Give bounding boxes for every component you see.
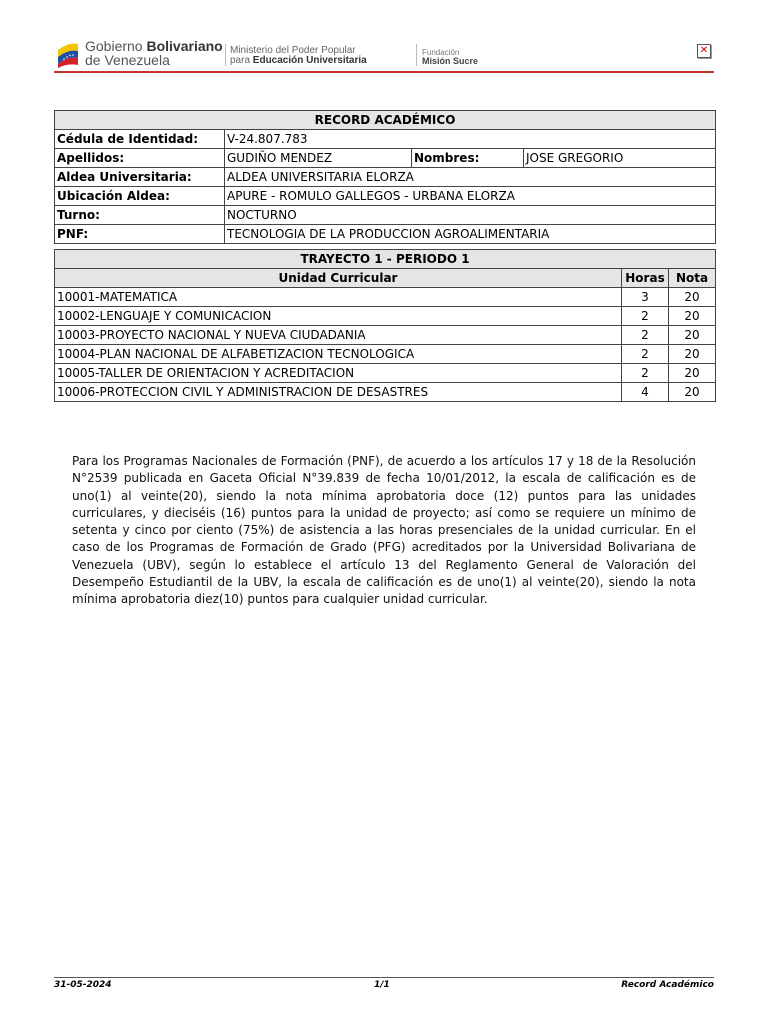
- ubicacion-value: APURE - ROMULO GALLEGOS - URBANA ELORZA: [225, 187, 716, 206]
- turno-value: NOCTURNO: [225, 206, 716, 225]
- pnf-label: PNF:: [55, 225, 225, 244]
- horas-cell: 2: [622, 345, 669, 364]
- nota-cell: 20: [669, 326, 716, 345]
- aldea-value: ALDEA UNIVERSITARIA ELORZA: [225, 168, 716, 187]
- table-row: [55, 326, 716, 345]
- foundation-line1: Fundación: [422, 48, 460, 57]
- nota-cell: 20: [669, 383, 716, 402]
- unidad-cell: 10002-LENGUAJE Y COMUNICACION: [55, 307, 622, 326]
- cedula-label: Cédula de Identidad:: [55, 130, 225, 149]
- nota-cell: 20: [669, 307, 716, 326]
- record-row-apellidos: [55, 149, 716, 168]
- header-divider: [225, 44, 226, 66]
- footer-doc-name: Record Académico: [621, 980, 714, 990]
- ministry-line1: Ministerio del Poder Popular: [230, 45, 356, 56]
- footer-date: 31-05-2024: [54, 980, 112, 990]
- nota-cell: 20: [669, 288, 716, 307]
- record-row-turno: [55, 206, 716, 225]
- trayecto-title: TRAYECTO 1 - PERIODO 1: [55, 250, 716, 269]
- apellidos-label: Apellidos:: [55, 149, 225, 168]
- record-row-aldea: [55, 168, 716, 187]
- table-row: [55, 364, 716, 383]
- turno-label: Turno:: [55, 206, 225, 225]
- table-row: [55, 383, 716, 402]
- record-row-cedula: [55, 130, 716, 149]
- horas-cell: 2: [622, 307, 669, 326]
- column-header-unidad: Unidad Curricular: [55, 269, 622, 288]
- pnf-value: TECNOLOGIA DE LA PRODUCCION AGROALIMENTARIA: [225, 225, 716, 244]
- foundation-line2: Misión Sucre: [422, 56, 479, 66]
- record-table: [54, 110, 716, 244]
- apellidos-value: GUDIÑO MENDEZ: [225, 149, 412, 168]
- unidad-cell: 10003-PROYECTO NACIONAL Y NUEVA CIUDADANIA: [55, 326, 622, 345]
- header-divider: [416, 44, 417, 66]
- cedula-value: V-24.807.783: [225, 130, 716, 149]
- column-header-nota: Nota: [669, 269, 716, 288]
- header-accent-line: [54, 71, 714, 73]
- unidad-cell: 10001-MATEMATICA: [55, 288, 622, 307]
- table-row: [55, 307, 716, 326]
- nombres-value: JOSE GREGORIO: [524, 149, 716, 168]
- table-row: [55, 288, 716, 307]
- unidad-cell: 10005-TALLER DE ORIENTACION Y ACREDITACION: [55, 364, 622, 383]
- unidad-cell: 10004-PLAN NACIONAL DE ALFABETIZACION TECNOLOGICA: [55, 345, 622, 364]
- grading-note-paragraph: Para los Programas Nacionales de Formación (PNF), de acuerdo a los artículos 17 y 18 de la Resolución N°2539 publicada en Gaceta Oficial N°39.839 de fecha 10/01/2012, la escala de calificación es de uno(1) al veinte(20), siendo la nota mínima aprobatoria doce (12) puntos para las unidades curriculares, y dieciséis (16) puntos para la unidad de proyecto; así como se requiere un mínimo de setenta y cinco por ciento (75%) de asistencia a las horas presenciales de la unidad curricular. En el caso de los Programas de Formación de Grado (PFG) acreditados por la Universidad Bolivariana de Venezuela (UBV), según lo establece el artículo 13 del Reglamento General de Valoración del Desempeño Estudiantil de la UBV, la escala de calificación es de uno(1) al veinte(20), siendo la nota mínima aprobatoria diez(10) puntos para cualquier unidad curricular.: [72, 454, 696, 607]
- ministry-line2: para Educación Universitaria: [230, 55, 367, 66]
- footer-divider: [54, 977, 714, 978]
- footer-page-number: 1/1: [374, 980, 390, 990]
- trayecto-title-row: [55, 250, 716, 269]
- unidad-cell: 10006-PROTECCION CIVIL Y ADMINISTRACION DE DESASTRES: [55, 383, 622, 402]
- horas-cell: 2: [622, 364, 669, 383]
- trayecto-header-row: [55, 269, 716, 288]
- horas-cell: 2: [622, 326, 669, 345]
- record-row-ubicacion: [55, 187, 716, 206]
- gov-title-line2: de Venezuela: [85, 52, 170, 68]
- gov-title-line1: Gobierno Bolivariano: [85, 38, 223, 54]
- ubicacion-label: Ubicación Aldea:: [55, 187, 225, 206]
- nota-cell: 20: [669, 364, 716, 383]
- record-row-pnf: [55, 225, 716, 244]
- aldea-label: Aldea Universitaria:: [55, 168, 225, 187]
- horas-cell: 3: [622, 288, 669, 307]
- record-title: RECORD ACADÉMICO: [55, 111, 716, 130]
- record-title-row: [55, 111, 716, 130]
- close-icon[interactable]: ✕: [697, 44, 711, 58]
- table-row: [55, 345, 716, 364]
- trayecto-table: [54, 249, 716, 402]
- venezuela-flag-logo-icon: [56, 40, 80, 68]
- column-header-horas: Horas: [622, 269, 669, 288]
- horas-cell: 4: [622, 383, 669, 402]
- nombres-label: Nombres:: [412, 149, 524, 168]
- nota-cell: 20: [669, 345, 716, 364]
- page-header: [54, 36, 714, 72]
